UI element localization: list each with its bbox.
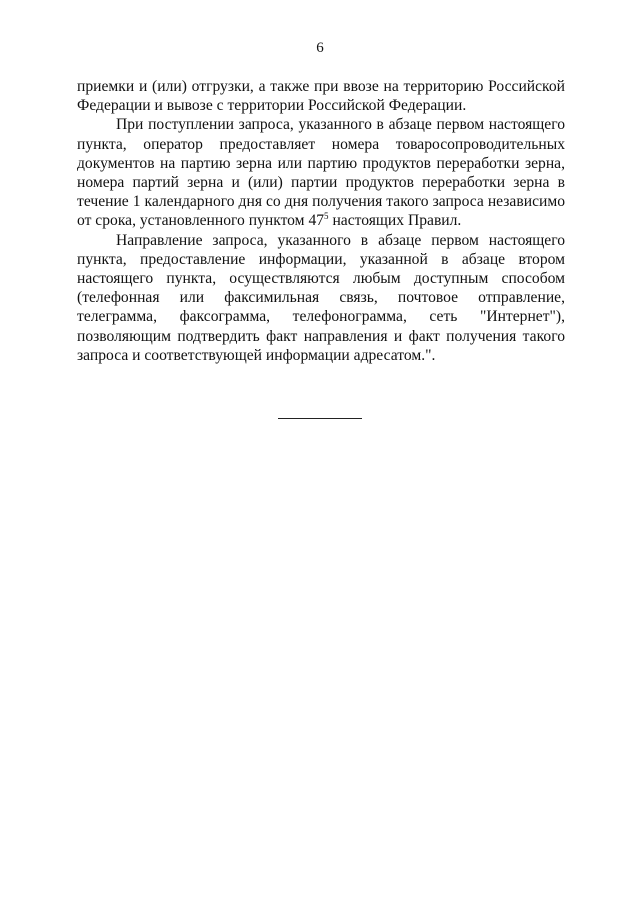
document-body: [77, 77, 565, 365]
paragraph-text-tail: настоящих Правил.: [328, 212, 462, 230]
page-number: 6: [316, 40, 324, 56]
clause-superscript: 5: [324, 211, 329, 222]
end-of-text-rule: [278, 418, 362, 419]
paragraph-request-delivery: Направление запроса, указанного в абзаце первом настоящего пункта, предоставление информации, указанной в абзаце втором настоящего пункта, осуществляются любым доступным способом (телефонная или факсимильная связь, почтовое отправление, телеграмма, факсограмма, телефонограмма, сеть "Интернет"), позволяющим подтвердить факт направления и факт получения такого запроса и соответствующей информации адресатом.".: [77, 231, 565, 364]
paragraph-operator-response: [77, 115, 565, 230]
paragraph-continuation: приемки и (или) отгрузки, а также при ввозе на территорию Российской Федерации и вывозе с территории Российской Федерации.: [77, 78, 565, 115]
paragraph-text: При поступлении запроса, указанного в абзаце первом настоящего пункта, оператор предоставляет номера товаросопроводительных документов на партию зерна или партию продуктов переработки зерна, номера партий зерна и (или) партии продуктов переработки зерна в течение 1 календарного дня со дня получения такого запроса независимо от срока, установленного пунктом 47: [77, 116, 565, 230]
